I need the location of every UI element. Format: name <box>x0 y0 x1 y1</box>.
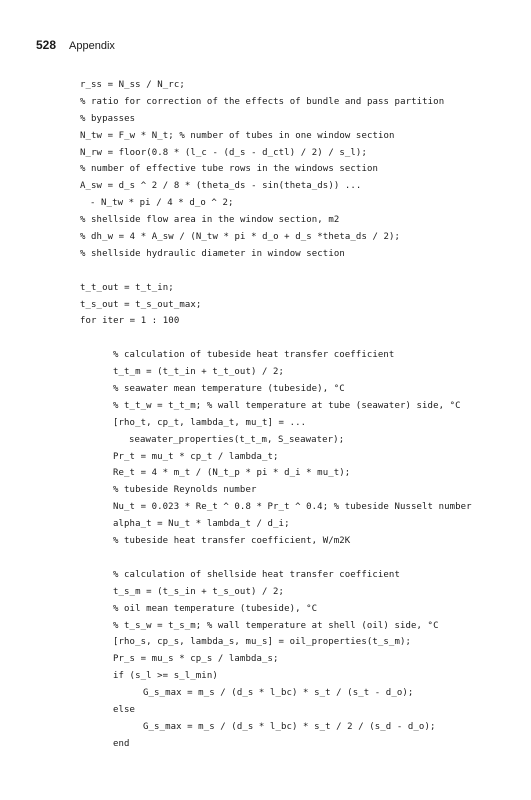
code-line: N_tw = F_w * N_t; % number of tubes in one window section <box>80 130 395 141</box>
code-line: alpha_t = Nu_t * lambda_t / d_i; <box>113 519 290 530</box>
code-line: for iter = 1 : 100 <box>80 316 180 327</box>
code-line: t_t_out = t_t_in; <box>80 282 174 293</box>
code-line: % calculation of shellside heat transfer coefficient <box>113 569 400 580</box>
code-line: % t_s_w = t_s_m; % wall temperature at shell (oil) side, °C <box>113 620 439 631</box>
code-line: t_s_m = (t_s_in + t_s_out) / 2; <box>113 586 285 597</box>
code-listing <box>80 77 520 753</box>
code-line: r_ss = N_ss / N_rc; <box>80 80 185 90</box>
code-line: else <box>113 704 136 715</box>
code-line: Re_t = 4 * m_t / (N_t_p * pi * d_i * mu_t); <box>113 468 351 479</box>
code-line: end <box>113 738 130 749</box>
code-line: % shellside hydraulic diameter in window section <box>80 248 345 259</box>
code-line: - N_tw * pi / 4 * d_o ^ 2; <box>90 198 234 209</box>
blank-line <box>80 330 520 347</box>
blank-line <box>80 263 520 280</box>
code-line: % seawater mean temperature (tubeside), °C <box>113 384 345 395</box>
code-line: G_s_max = m_s / (d_s * l_bc) * s_t / 2 / (s_d - d_o); <box>143 721 436 732</box>
page-number: 528 <box>36 38 57 52</box>
code-line: [rho_t, cp_t, lambda_t, mu_t] = ... <box>113 417 307 428</box>
code-line: % oil mean temperature (tubeside), °C <box>113 603 318 614</box>
code-line: N_rw = floor(0.8 * (l_c - (d_s - d_ctl) / 2) / s_l); <box>80 147 367 158</box>
code-line: t_t_m = (t_t_in + t_t_out) / 2; <box>113 367 285 378</box>
code-line: [rho_s, cp_s, lambda_s, mu_s] = oil_properties(t_s_m); <box>113 637 411 648</box>
code-line: % tubeside Reynolds number <box>113 485 257 496</box>
code-line: % number of effective tube rows in the windows section <box>80 164 378 175</box>
code-line: if (s_l >= s_l_min) <box>113 671 218 682</box>
page-header <box>36 38 115 54</box>
code-line: seawater_properties(t_t_m, S_seawater); <box>129 434 345 445</box>
section-title: Appendix <box>69 40 115 52</box>
code-line: % dh_w = 4 * A_sw / (N_tw * pi * d_o + d_s *theta_ds / 2); <box>80 232 401 243</box>
code-line: Pr_s = mu_s * cp_s / lambda_s; <box>113 654 279 665</box>
code-line: A_sw = d_s ^ 2 / 8 * (theta_ds - sin(theta_ds)) ... <box>80 181 362 192</box>
code-line: % calculation of tubeside heat transfer coefficient <box>113 350 395 361</box>
code-line: Nu_t = 0.023 * Re_t ^ 0.8 * Pr_t ^ 0.4; % tubeside Nusselt number <box>113 502 472 513</box>
code-line: % t_t_w = t_t_m; % wall temperature at tube (seawater) side, °C <box>113 400 461 411</box>
blank-line <box>80 550 520 567</box>
code-line: % bypasses <box>80 113 136 124</box>
code-line: Pr_t = mu_t * cp_t / lambda_t; <box>113 451 279 462</box>
code-line: % ratio for correction of the effects of bundle and pass partition <box>80 96 445 107</box>
code-line: % tubeside heat transfer coefficient, W/m2K <box>113 536 351 547</box>
code-line: t_s_out = t_s_out_max; <box>80 299 202 310</box>
code-line: % shellside flow area in the window section, m2 <box>80 215 340 226</box>
code-line: G_s_max = m_s / (d_s * l_bc) * s_t / (s_t - d_o); <box>143 688 414 699</box>
